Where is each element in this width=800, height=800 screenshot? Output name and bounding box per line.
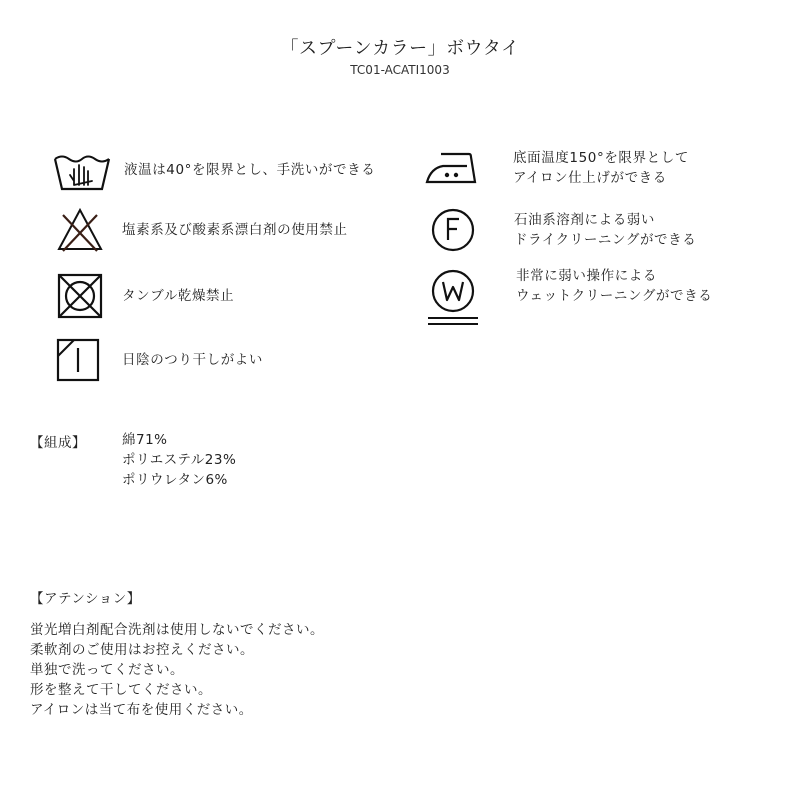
composition-item: ポリエステル23%: [122, 452, 237, 468]
care-item-no-bleach: [56, 207, 348, 253]
attention-item: アイロンは当て布を使用ください。: [30, 702, 253, 718]
no-bleach-icon: [56, 207, 104, 253]
composition-item: ポリウレタン6%: [122, 472, 228, 488]
composition-heading: 【組成】: [30, 435, 86, 451]
care-text-line: アイロン仕上げができる: [513, 170, 667, 186]
attention-item: 柔軟剤のご使用はお控えください。: [30, 642, 254, 658]
care-text-line: タンブル乾燥禁止: [122, 288, 235, 304]
care-item-iron: [423, 148, 689, 188]
care-text-line: ウェットクリーニングができる: [516, 288, 713, 304]
washtub-hand-wash-icon: [52, 147, 112, 193]
care-item-wet-clean: [424, 268, 712, 328]
care-text-line: 石油系溶剤による弱い: [514, 212, 655, 228]
product-code: TC01-ACATI1003: [350, 63, 450, 77]
attention-heading: 【アテンション】: [30, 591, 141, 607]
care-item-shade-dry: [56, 338, 263, 382]
care-text-line: 日陰のつり干しがよい: [122, 352, 263, 368]
composition-item: 綿71%: [122, 432, 168, 448]
attention-item: 形を整えて干してください。: [30, 682, 212, 698]
care-text-line: 底面温度150°を限界として: [513, 150, 689, 166]
product-title: 「スプーンカラー」ボウタイ: [280, 38, 520, 59]
wet-clean-very-gentle-icon: [424, 268, 482, 328]
care-text-line: 非常に弱い操作による: [516, 268, 657, 284]
attention-item: 蛍光増白剤配合洗剤は使用しないでください。: [30, 622, 324, 638]
attention-list: [30, 620, 324, 720]
shade-line-dry-icon: [56, 338, 100, 382]
care-item-hand-wash: [52, 147, 375, 193]
care-text-line: 塩素系及び酸素系漂白剤の使用禁止: [122, 222, 348, 238]
iron-low-heat-icon: [423, 148, 485, 188]
composition-list: [122, 430, 236, 490]
care-text-line: 液温は40°を限界とし、手洗いができる: [124, 162, 376, 178]
dry-clean-f-icon: [430, 207, 476, 253]
attention-item: 単独で洗ってください。: [30, 662, 184, 678]
care-item-dry-clean: [430, 207, 696, 253]
care-item-no-tumble-dry: [56, 272, 234, 320]
care-text-line: ドライクリーニングができる: [514, 232, 697, 248]
no-tumble-dry-icon: [56, 272, 104, 320]
